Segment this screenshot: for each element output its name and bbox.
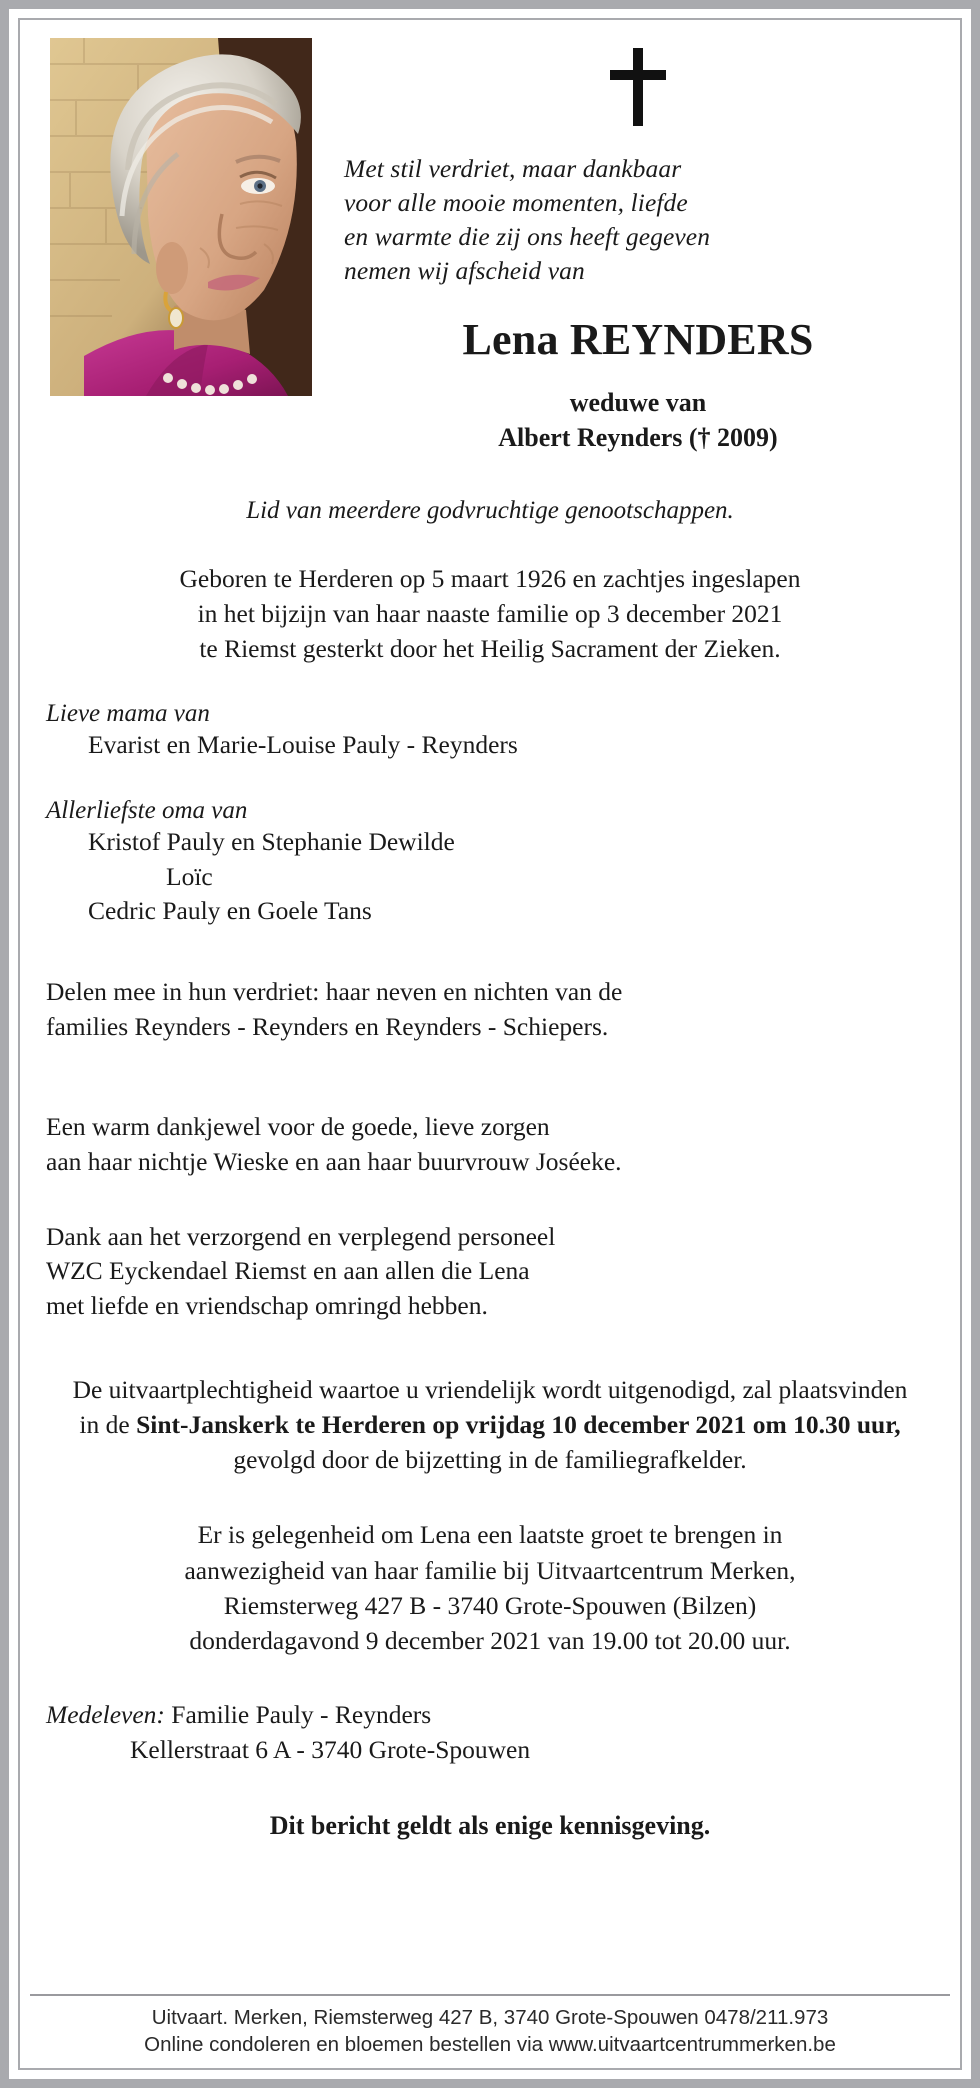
condolence-block — [42, 1698, 938, 1767]
sharing-grief-block — [42, 975, 938, 1044]
ceremony-text-before: De uitvaartplechtigheid waartoe u vriendelijk wordt uitgenodigd, zal plaatsvinden in de — [72, 1374, 908, 1439]
header-text-column — [312, 38, 938, 455]
memorial-card-white-margin — [9, 9, 971, 2079]
portrait-photo-image — [50, 38, 312, 396]
relation-name: Kristof Pauly en Stephanie Dewilde — [88, 827, 455, 857]
relation-names — [42, 728, 938, 763]
intro-line: en warmte die zij ons heeft gegeven — [344, 221, 711, 251]
relation-name: Evarist en Marie-Louise Pauly - Reynders — [88, 730, 518, 760]
relation-label: Lieve mama van — [46, 700, 210, 728]
visitation-line: Riemsterweg 427 B - 3740 Grote-Spouwen (Bilzen) — [223, 1590, 757, 1620]
thanks-personal-line: aan haar nichtje Wieske en aan haar buurvrouw Joséeke. — [46, 1147, 622, 1177]
condolence-family: Familie Pauly - Reynders — [164, 1700, 432, 1730]
visitation-line: donderdagavond 9 december 2021 van 19.00 tot 20.00 uur. — [189, 1625, 791, 1655]
birth-death-block — [42, 561, 938, 667]
thanks-staff-block — [42, 1220, 938, 1324]
visitation-line: Er is gelegenheid om Lena een laatste groet te brengen in — [197, 1520, 783, 1550]
intro-line: nemen wij afscheid van — [344, 255, 585, 285]
visitation-block — [42, 1517, 938, 1658]
intro-line: voor alle mooie momenten, liefde — [344, 187, 688, 217]
thanks-staff-line: WZC Eyckendael Riemst en aan allen die Lena — [46, 1256, 530, 1286]
widow-label: weduwe van — [569, 387, 707, 417]
relation-name-great-grandchild: Loïc — [166, 861, 213, 891]
latin-cross-icon — [606, 48, 670, 126]
widow-block — [498, 385, 777, 455]
birth-death-line: Geboren te Herderen op 5 maart 1926 en zachtjes ingeslapen — [179, 563, 801, 593]
membership-line: Lid van meerdere godvruchtige genootschappen. — [246, 496, 734, 524]
ceremony-block — [42, 1372, 938, 1478]
relation-names — [42, 825, 938, 929]
visitation-line: aanwezigheid van haar familie bij Uitvaartcentrum Merken, — [184, 1555, 796, 1585]
header-row — [42, 38, 938, 455]
condolence-family-row — [46, 1698, 938, 1733]
birth-death-line: in het bijzijn van haar naaste familie op 3 december 2021 — [197, 599, 783, 628]
intro-line: Met stil verdriet, maar dankbaar — [344, 154, 682, 183]
relation-name: Cedric Pauly en Goele Tans — [88, 896, 372, 926]
birth-death-line: te Riemst gesterkt door het Heilig Sacrament der Zieken. — [199, 634, 781, 664]
relation-group-grandchildren — [42, 797, 938, 929]
footer — [20, 1996, 960, 2068]
relation-label: Allerliefste oma van — [46, 797, 248, 825]
condolence-label: Medeleven: — [46, 1700, 165, 1730]
thanks-staff-line: Dank aan het verzorgend en verplegend personeel — [46, 1221, 556, 1251]
spouse-name: Albert Reynders († 2009) — [498, 422, 778, 452]
memorial-card-inner — [18, 18, 962, 2070]
footer-line-website: Online condoleren en bloemen bestellen via www.uitvaartcentrummerken.be — [144, 2032, 836, 2056]
thanks-personal-line: Een warm dankjewel voor de goede, lieve zorgen — [46, 1112, 550, 1142]
relation-group-children — [42, 700, 938, 763]
single-notice: Dit bericht geldt als enige kennisgeving. — [269, 1811, 711, 1841]
portrait-photo — [50, 38, 312, 396]
memorial-card-body — [20, 20, 960, 1994]
condolence-address: Kellerstraat 6 A - 3740 Grote-Spouwen — [130, 1734, 531, 1764]
sharing-grief-line: Delen mee in hun verdriet: haar neven en nichten van de — [46, 977, 623, 1007]
thanks-staff-line: met liefde en vriendschap omringd hebben. — [46, 1291, 488, 1321]
thanks-personal-block — [42, 1110, 938, 1179]
ceremony-text-bold: Sint-Janskerk te Herderen op vrijdag 10 december 2021 om 10.30 uur, — [136, 1409, 901, 1439]
deceased-name: Lena REYNDERS — [462, 314, 814, 364]
intro-text — [344, 152, 710, 288]
sharing-grief-line: families Reynders - Reynders en Reynders - Schiepers. — [46, 1011, 609, 1041]
ceremony-text-after: gevolgd door de bijzetting in de familiegrafkelder. — [233, 1445, 747, 1475]
footer-line-address: Uitvaart. Merken, Riemsterweg 427 B, 3740 Grote-Spouwen 0478/211.973 — [151, 2005, 829, 2029]
